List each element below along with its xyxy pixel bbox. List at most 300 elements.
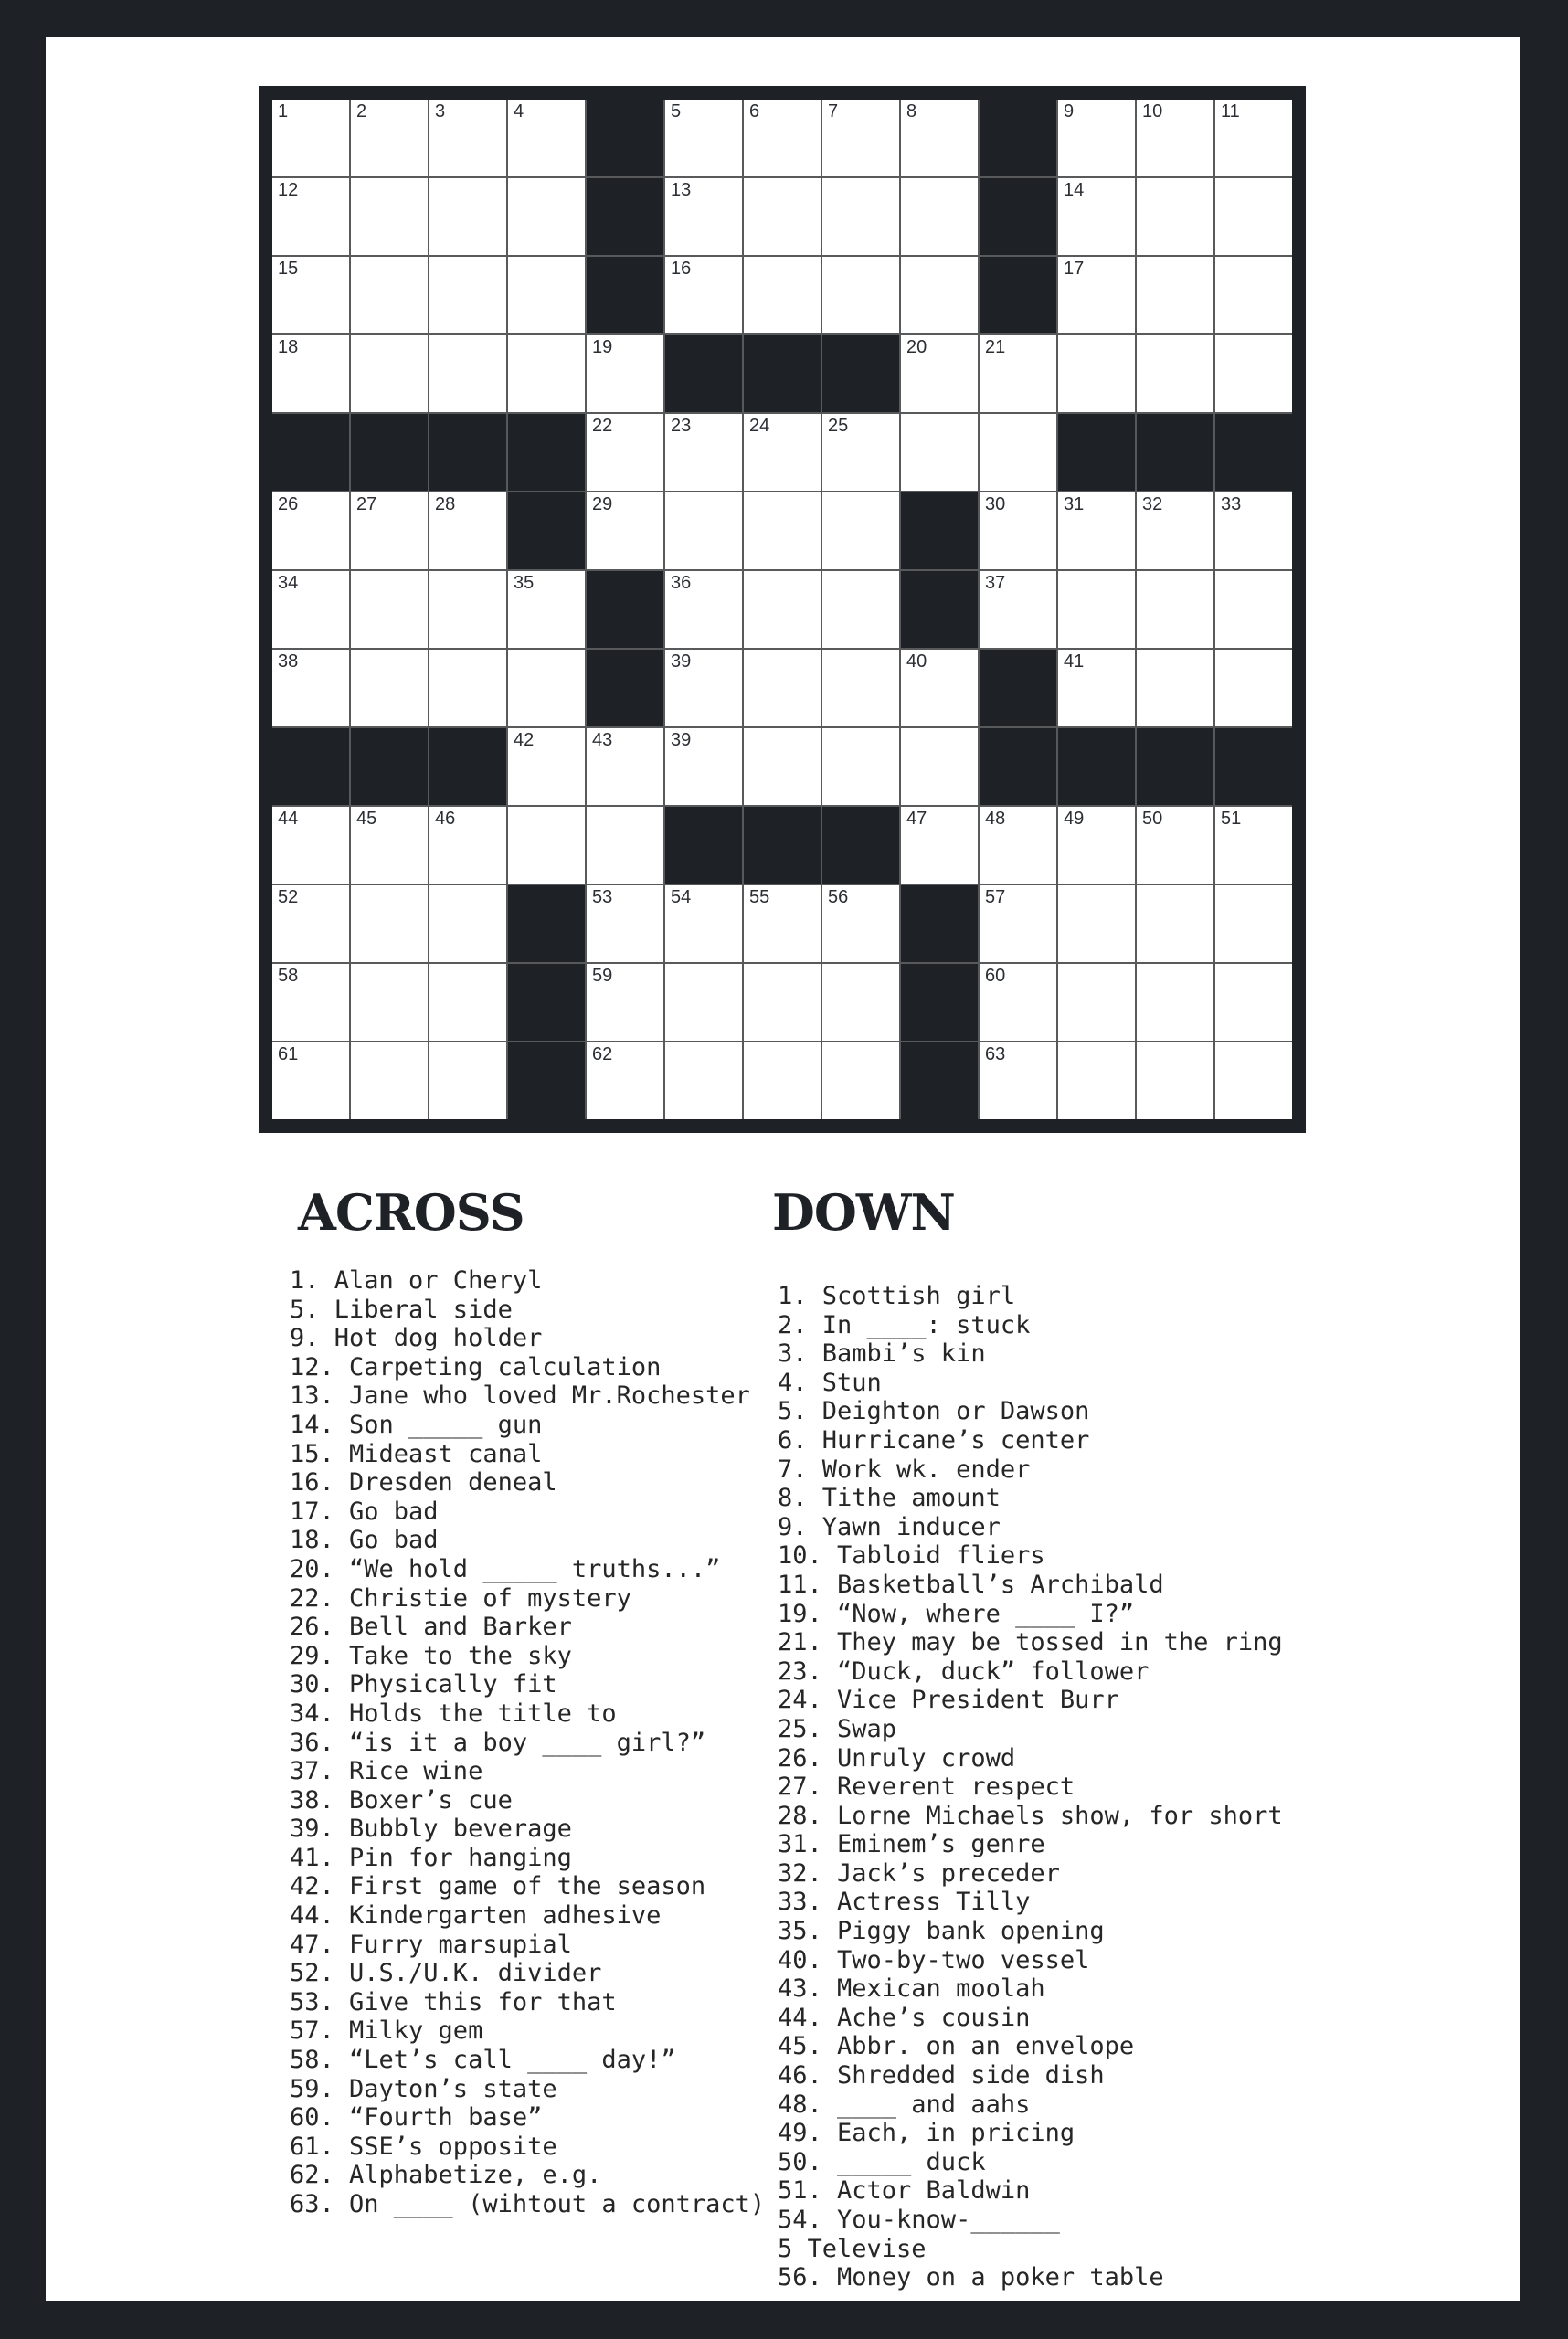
cell-number: 45 xyxy=(356,809,377,829)
grid-cell[interactable] xyxy=(272,257,349,333)
across-clue: 1. Alan or Cheryl xyxy=(290,1266,543,1295)
grid-cell-black xyxy=(1058,414,1135,491)
grid-cell-black xyxy=(429,414,506,491)
grid-cell[interactable] xyxy=(508,571,585,648)
grid-cell[interactable] xyxy=(1058,807,1135,884)
cell-number: 44 xyxy=(278,809,299,829)
grid-cell[interactable] xyxy=(744,571,821,648)
grid-cell-black xyxy=(351,728,428,805)
grid-cell[interactable] xyxy=(1058,964,1135,1041)
grid-cell[interactable] xyxy=(822,885,899,962)
grid-cell[interactable] xyxy=(822,178,899,255)
grid-cell-black xyxy=(980,728,1056,805)
grid-cell[interactable] xyxy=(822,650,899,726)
grid-cell-black xyxy=(508,885,585,962)
grid-cell[interactable] xyxy=(1058,335,1135,412)
grid-cell[interactable] xyxy=(744,100,821,176)
down-clue: 27. Reverent respect xyxy=(778,1773,1075,1802)
grid-cell[interactable] xyxy=(508,178,585,255)
cell-number: 43 xyxy=(592,730,613,750)
across-clue: 34. Holds the title to xyxy=(290,1699,617,1728)
grid-cell[interactable] xyxy=(901,728,978,805)
across-clue: 62. Alphabetize, e.g. xyxy=(290,2161,602,2190)
down-clue: 24. Vice President Burr xyxy=(778,1686,1119,1715)
grid-cell[interactable] xyxy=(351,335,428,412)
grid-cell[interactable] xyxy=(980,885,1056,962)
grid-cell[interactable] xyxy=(587,807,663,884)
grid-cell-black xyxy=(665,335,742,412)
down-clue: 40. Two-by-two vessel xyxy=(778,1945,1090,1974)
grid-cell[interactable] xyxy=(980,335,1056,412)
down-clue: 5. Deighton or Dawson xyxy=(778,1397,1090,1426)
grid-cell[interactable] xyxy=(508,728,585,805)
grid-cell[interactable] xyxy=(665,178,742,255)
down-clue: 2. In ____: stuck xyxy=(778,1310,1031,1339)
down-clue: 21. They may be tossed in the ring xyxy=(778,1628,1283,1657)
crossword-grid xyxy=(259,86,1306,1133)
grid-cell[interactable] xyxy=(822,1042,899,1119)
cell-number: 10 xyxy=(1142,101,1163,122)
across-clue: 16. Dresden deneal xyxy=(290,1468,557,1498)
across-heading: ACROSS xyxy=(298,1183,524,1242)
cell-number: 46 xyxy=(435,809,456,829)
grid-cell[interactable] xyxy=(429,964,506,1041)
cell-number: 21 xyxy=(985,337,1006,357)
cell-number: 55 xyxy=(749,887,770,907)
grid-cell[interactable] xyxy=(1137,1042,1213,1119)
cell-number: 30 xyxy=(985,494,1006,514)
cell-number: 1 xyxy=(278,101,289,122)
grid-cell[interactable] xyxy=(901,100,978,176)
grid-cell[interactable] xyxy=(980,1042,1056,1119)
down-clue: 25. Swap xyxy=(778,1714,897,1743)
across-clue: 52. U.S./U.K. divider xyxy=(290,1959,602,1988)
grid-cell[interactable] xyxy=(1215,650,1292,726)
grid-cell[interactable] xyxy=(1215,571,1292,648)
grid-cell[interactable] xyxy=(901,414,978,491)
grid-cell[interactable] xyxy=(1137,257,1213,333)
grid-cell-black xyxy=(429,728,506,805)
across-clue: 41. Pin for hanging xyxy=(290,1843,572,1872)
grid-cell[interactable] xyxy=(1058,571,1135,648)
puzzle-page xyxy=(46,37,1520,2301)
grid-cell-black xyxy=(901,1042,978,1119)
grid-cell[interactable] xyxy=(272,964,349,1041)
across-clue: 38. Boxer’s cue xyxy=(290,1785,513,1815)
grid-cell[interactable] xyxy=(744,414,821,491)
across-clue-list xyxy=(290,1266,765,2219)
grid-cell[interactable] xyxy=(587,964,663,1041)
grid-cell[interactable] xyxy=(1058,178,1135,255)
grid-cell[interactable] xyxy=(508,100,585,176)
cell-number: 40 xyxy=(906,651,927,672)
across-clue: 26. Bell and Barker xyxy=(290,1613,572,1642)
grid-cell-black xyxy=(822,335,899,412)
grid-cell[interactable] xyxy=(901,257,978,333)
cell-number: 39 xyxy=(671,730,692,750)
grid-cell[interactable] xyxy=(744,1042,821,1119)
across-clue: 58. “Let’s call ____ day!” xyxy=(290,2046,676,2075)
grid-cell[interactable] xyxy=(429,885,506,962)
grid-cell[interactable] xyxy=(665,964,742,1041)
cell-number: 49 xyxy=(1064,809,1085,829)
grid-cell[interactable] xyxy=(1058,650,1135,726)
cell-number: 26 xyxy=(278,494,299,514)
grid-cell[interactable] xyxy=(272,571,349,648)
grid-cell[interactable] xyxy=(822,728,899,805)
grid-cell-black xyxy=(980,100,1056,176)
down-clue: 1. Scottish girl xyxy=(778,1282,1016,1310)
down-clue: 26. Unruly crowd xyxy=(778,1743,1016,1773)
down-clue: 50. _____ duck xyxy=(778,2147,986,2176)
cell-number: 22 xyxy=(592,416,613,436)
grid-cell[interactable] xyxy=(272,335,349,412)
grid-cell[interactable] xyxy=(351,100,428,176)
grid-cell-black xyxy=(901,885,978,962)
grid-cell[interactable] xyxy=(1215,807,1292,884)
cell-number: 51 xyxy=(1221,809,1242,829)
grid-cell[interactable] xyxy=(822,571,899,648)
grid-cell[interactable] xyxy=(587,728,663,805)
grid-cell[interactable] xyxy=(272,650,349,726)
cell-number: 61 xyxy=(278,1044,299,1064)
grid-cell[interactable] xyxy=(665,100,742,176)
grid-cell[interactable] xyxy=(1137,178,1213,255)
grid-cell[interactable] xyxy=(822,964,899,1041)
grid-cell[interactable] xyxy=(1137,885,1213,962)
down-clue: 43. Mexican moolah xyxy=(778,1974,1045,2004)
grid-cell-black xyxy=(665,807,742,884)
grid-cell[interactable] xyxy=(822,257,899,333)
cell-number: 41 xyxy=(1064,651,1085,672)
grid-cell[interactable] xyxy=(980,964,1056,1041)
down-clue: 8. Tithe amount xyxy=(778,1484,1001,1513)
grid-cell[interactable] xyxy=(665,571,742,648)
grid-cell[interactable] xyxy=(744,885,821,962)
down-clue: 7. Work wk. ender xyxy=(778,1455,1031,1484)
grid-cell[interactable] xyxy=(980,414,1056,491)
grid-cell[interactable] xyxy=(665,414,742,491)
grid-cell[interactable] xyxy=(351,1042,428,1119)
grid-cell[interactable] xyxy=(351,257,428,333)
down-clue: 35. Piggy bank opening xyxy=(778,1917,1105,1946)
across-clue: 59. Dayton’s state xyxy=(290,2074,557,2103)
grid-cell[interactable] xyxy=(744,257,821,333)
cell-number: 27 xyxy=(356,494,377,514)
cell-number: 60 xyxy=(985,966,1006,986)
grid-cell[interactable] xyxy=(272,492,349,569)
grid-cell[interactable] xyxy=(351,650,428,726)
across-clue: 36. “is it a boy ____ girl?” xyxy=(290,1728,706,1757)
grid-cell-black xyxy=(744,335,821,412)
across-clue: 29. Take to the sky xyxy=(290,1641,572,1670)
grid-cell[interactable] xyxy=(980,492,1056,569)
cell-number: 17 xyxy=(1064,259,1085,279)
grid-cell[interactable] xyxy=(429,100,506,176)
down-clue: 56. Money on a poker table xyxy=(778,2263,1164,2292)
cell-number: 2 xyxy=(356,101,367,122)
cell-number: 62 xyxy=(592,1044,613,1064)
cell-number: 53 xyxy=(592,887,613,907)
down-clue: 33. Actress Tilly xyxy=(778,1888,1031,1917)
grid-cell[interactable] xyxy=(822,492,899,569)
cell-number: 34 xyxy=(278,573,299,593)
grid-cell[interactable] xyxy=(665,1042,742,1119)
grid-cell[interactable] xyxy=(901,178,978,255)
down-clue: 28. Lorne Michaels show, for short xyxy=(778,1801,1283,1830)
grid-cell[interactable] xyxy=(1215,492,1292,569)
grid-cell-black xyxy=(1215,414,1292,491)
cell-number: 8 xyxy=(906,101,917,122)
grid-cell[interactable] xyxy=(1137,492,1213,569)
grid-cell-black xyxy=(1058,728,1135,805)
cell-number: 28 xyxy=(435,494,456,514)
grid-cell[interactable] xyxy=(272,100,349,176)
grid-cell[interactable] xyxy=(744,178,821,255)
across-clue: 63. On ____ (wihtout a contract) xyxy=(290,2190,766,2218)
grid-cell[interactable] xyxy=(508,257,585,333)
across-clue: 30. Physically fit xyxy=(290,1670,557,1699)
grid-cell[interactable] xyxy=(1137,571,1213,648)
grid-cell[interactable] xyxy=(901,807,978,884)
cell-number: 25 xyxy=(828,416,849,436)
cell-number: 54 xyxy=(671,887,692,907)
down-clue: 11. Basketball’s Archibald xyxy=(778,1570,1164,1599)
cell-number: 20 xyxy=(906,337,927,357)
grid-cell[interactable] xyxy=(665,257,742,333)
across-clue: 57. Milky gem xyxy=(290,2016,483,2046)
grid-cell[interactable] xyxy=(822,414,899,491)
grid-cell[interactable] xyxy=(351,571,428,648)
across-clue: 20. “We hold _____ truths...” xyxy=(290,1554,721,1583)
grid-cell[interactable] xyxy=(587,885,663,962)
down-clue: 45. Abbr. on an envelope xyxy=(778,2032,1135,2061)
grid-cell-black xyxy=(901,492,978,569)
cell-number: 32 xyxy=(1142,494,1163,514)
cell-number: 13 xyxy=(671,180,692,200)
grid-cell[interactable] xyxy=(508,335,585,412)
grid-cell[interactable] xyxy=(508,807,585,884)
cell-number: 14 xyxy=(1064,180,1085,200)
down-heading: DOWN xyxy=(772,1183,955,1242)
cell-number: 56 xyxy=(828,887,849,907)
cell-number: 35 xyxy=(514,573,535,593)
grid-cell[interactable] xyxy=(822,100,899,176)
grid-cell-black xyxy=(822,807,899,884)
cell-number: 50 xyxy=(1142,809,1163,829)
down-clue: 54. You-know-______ xyxy=(778,2206,1060,2234)
grid-cell[interactable] xyxy=(665,885,742,962)
cell-number: 33 xyxy=(1221,494,1242,514)
across-clue: 47. Furry marsupial xyxy=(290,1930,572,1959)
down-clue: 10. Tabloid fliers xyxy=(778,1541,1045,1571)
cell-number: 9 xyxy=(1064,101,1075,122)
across-clue: 14. Son _____ gun xyxy=(290,1410,543,1439)
grid-cell-black xyxy=(508,492,585,569)
grid-cell-black xyxy=(744,807,821,884)
down-clue: 49. Each, in pricing xyxy=(778,2119,1075,2148)
cell-number: 63 xyxy=(985,1044,1006,1064)
down-clue: 32. Jack’s preceder xyxy=(778,1858,1060,1888)
grid-cell-black xyxy=(508,1042,585,1119)
cell-number: 4 xyxy=(514,101,524,122)
grid-cell[interactable] xyxy=(587,1042,663,1119)
grid-cell[interactable] xyxy=(272,1042,349,1119)
grid-cell[interactable] xyxy=(1137,335,1213,412)
across-clue: 12. Carpeting calculation xyxy=(290,1352,662,1381)
cell-number: 12 xyxy=(278,180,299,200)
down-clue: 48. ____ and aahs xyxy=(778,2090,1031,2119)
grid-cell-black xyxy=(1215,728,1292,805)
grid-cell[interactable] xyxy=(901,335,978,412)
grid-cell[interactable] xyxy=(429,492,506,569)
down-clue: 19. “Now, where ____ I?” xyxy=(778,1599,1135,1628)
grid-cell[interactable] xyxy=(1058,100,1135,176)
grid-cell[interactable] xyxy=(744,492,821,569)
cell-number: 15 xyxy=(278,259,299,279)
grid-cell[interactable] xyxy=(1215,178,1292,255)
across-clue: 44. Kindergarten adhesive xyxy=(290,1901,662,1931)
grid-cell[interactable] xyxy=(665,492,742,569)
down-clue: 46. Shredded side dish xyxy=(778,2061,1105,2090)
grid-cell[interactable] xyxy=(587,414,663,491)
grid-cell-black xyxy=(587,650,663,726)
down-clue: 3. Bambi’s kin xyxy=(778,1339,986,1369)
cell-number: 19 xyxy=(592,337,613,357)
cell-number: 23 xyxy=(671,416,692,436)
grid-cell-black xyxy=(508,964,585,1041)
across-clue: 42. First game of the season xyxy=(290,1872,706,1901)
grid-cell[interactable] xyxy=(665,728,742,805)
cell-number: 6 xyxy=(749,101,760,122)
across-clue: 17. Go bad xyxy=(290,1497,439,1526)
grid-cell[interactable] xyxy=(1058,1042,1135,1119)
grid-cell[interactable] xyxy=(351,885,428,962)
cell-number: 5 xyxy=(671,101,682,122)
grid-cell[interactable] xyxy=(429,1042,506,1119)
grid-cell[interactable] xyxy=(429,178,506,255)
grid-cell-black xyxy=(351,414,428,491)
cell-number: 37 xyxy=(985,573,1006,593)
grid-cell[interactable] xyxy=(980,807,1056,884)
cell-number: 58 xyxy=(278,966,299,986)
grid-cell[interactable] xyxy=(1215,100,1292,176)
cell-number: 39 xyxy=(671,651,692,672)
grid-cell[interactable] xyxy=(272,807,349,884)
grid-cell[interactable] xyxy=(1215,335,1292,412)
grid-cell[interactable] xyxy=(665,650,742,726)
grid-cell[interactable] xyxy=(272,178,349,255)
grid-cell[interactable] xyxy=(429,335,506,412)
down-clue: 31. Eminem’s genre xyxy=(778,1830,1045,1859)
grid-cell-black xyxy=(587,571,663,648)
grid-cell-black xyxy=(508,414,585,491)
grid-cell[interactable] xyxy=(429,571,506,648)
grid-cell[interactable] xyxy=(1137,100,1213,176)
cell-number: 18 xyxy=(278,337,299,357)
grid-cell[interactable] xyxy=(272,885,349,962)
grid-cell[interactable] xyxy=(1137,650,1213,726)
grid-cell[interactable] xyxy=(1215,964,1292,1041)
grid-cell[interactable] xyxy=(429,807,506,884)
cell-number: 38 xyxy=(278,651,299,672)
across-clue: 37. Rice wine xyxy=(290,1757,483,1786)
grid-cell[interactable] xyxy=(980,571,1056,648)
grid-cell[interactable] xyxy=(1215,1042,1292,1119)
grid-cell[interactable] xyxy=(1137,807,1213,884)
down-clue: 51. Actor Baldwin xyxy=(778,2176,1031,2206)
grid-cell-black xyxy=(587,257,663,333)
across-clue: 22. Christie of mystery xyxy=(290,1583,631,1613)
cell-number: 29 xyxy=(592,494,613,514)
grid-cell[interactable] xyxy=(351,492,428,569)
down-clue: 4. Stun xyxy=(778,1368,882,1397)
down-clue: 44. Ache’s cousin xyxy=(778,2003,1031,2032)
grid-cell[interactable] xyxy=(508,650,585,726)
across-clue: 15. Mideast canal xyxy=(290,1439,543,1468)
down-clue: 6. Hurricane’s center xyxy=(778,1425,1090,1455)
grid-cell-black xyxy=(272,414,349,491)
grid-cell[interactable] xyxy=(744,964,821,1041)
across-clue: 9. Hot dog holder xyxy=(290,1324,543,1353)
cell-number: 16 xyxy=(671,259,692,279)
grid-cell[interactable] xyxy=(1058,492,1135,569)
across-clue: 5. Liberal side xyxy=(290,1295,513,1324)
cell-number: 42 xyxy=(514,730,535,750)
grid-cell-black xyxy=(1137,414,1213,491)
grid-cell-black xyxy=(980,650,1056,726)
grid-cell-black xyxy=(980,178,1056,255)
down-clue: 23. “Duck, duck” follower xyxy=(778,1656,1150,1686)
down-clue: 5 Televise xyxy=(778,2234,927,2263)
cell-number: 24 xyxy=(749,416,770,436)
cell-number: 59 xyxy=(592,966,613,986)
grid-cell[interactable] xyxy=(744,650,821,726)
cell-number: 52 xyxy=(278,887,299,907)
grid-cell[interactable] xyxy=(429,650,506,726)
grid-cell[interactable] xyxy=(351,807,428,884)
cell-number: 31 xyxy=(1064,494,1085,514)
grid-cell-black xyxy=(587,100,663,176)
grid-cell[interactable] xyxy=(1215,885,1292,962)
cell-number: 57 xyxy=(985,887,1006,907)
grid-cell[interactable] xyxy=(1215,257,1292,333)
cell-number: 36 xyxy=(671,573,692,593)
grid-cell[interactable] xyxy=(351,178,428,255)
grid-cell[interactable] xyxy=(744,728,821,805)
grid-cell-black xyxy=(272,728,349,805)
cell-number: 3 xyxy=(435,101,446,122)
grid-cell[interactable] xyxy=(587,492,663,569)
grid-cell[interactable] xyxy=(901,650,978,726)
grid-cell-black xyxy=(901,571,978,648)
across-clue: 13. Jane who loved Mr.Rochester xyxy=(290,1381,750,1411)
across-clue: 60. “Fourth base” xyxy=(290,2103,543,2133)
cell-number: 11 xyxy=(1221,101,1240,122)
grid-cell[interactable] xyxy=(1137,964,1213,1041)
across-clue: 61. SSE’s opposite xyxy=(290,2132,557,2161)
down-clue: 9. Yawn inducer xyxy=(778,1512,1001,1541)
down-clue-list xyxy=(778,1282,1283,2292)
grid-cell-black xyxy=(980,257,1056,333)
grid-cell[interactable] xyxy=(1058,885,1135,962)
cell-number: 47 xyxy=(906,809,927,829)
grid-cell[interactable] xyxy=(1058,257,1135,333)
grid-cell[interactable] xyxy=(429,257,506,333)
grid-cell[interactable] xyxy=(351,964,428,1041)
across-clue: 53. Give this for that xyxy=(290,1987,617,2016)
grid-cell[interactable] xyxy=(587,335,663,412)
